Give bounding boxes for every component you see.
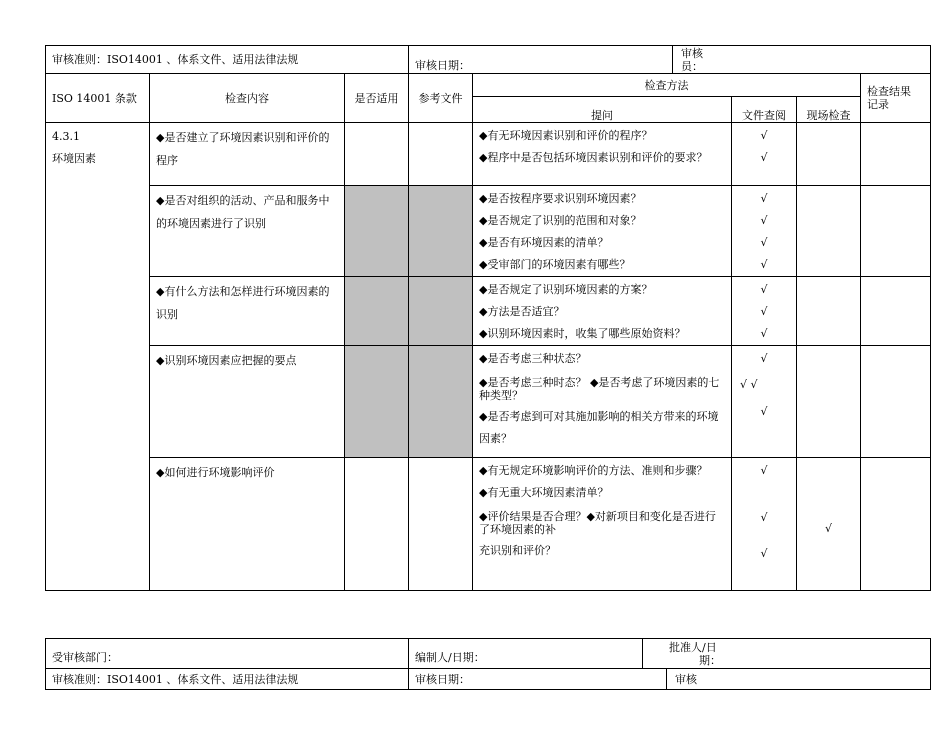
col-applicable: 是否适用 xyxy=(345,74,409,123)
check-mark: √ xyxy=(760,464,768,477)
question-item: ◆是否规定了识别环境因素的方案？ xyxy=(479,283,653,296)
site-check-mark: √ xyxy=(824,522,832,535)
result-cell xyxy=(861,277,931,346)
reference-cell xyxy=(409,458,473,591)
clause-number: 4.3.1 xyxy=(52,130,80,143)
question-item: ◆程序中是否包括环境因素识别和评价的要求？ xyxy=(479,151,708,164)
col-question: 提问 xyxy=(473,97,732,123)
check-mark: √ xyxy=(760,151,768,164)
col-clause xyxy=(46,74,150,123)
question-item: ◆方法是否适宜？ xyxy=(479,305,565,318)
site-check-cell xyxy=(797,346,861,458)
clause-name: 环境因素 xyxy=(52,152,96,165)
auditor-label-line1: 审核 xyxy=(681,46,703,60)
question-item: ◆有无环境因素识别和评价的程序？ xyxy=(479,129,653,142)
questions-cell xyxy=(473,277,732,346)
footer-auditor: 审核 xyxy=(667,669,931,690)
reference-cell xyxy=(409,346,473,458)
col-site-check: 现场检查 xyxy=(797,97,861,123)
col-content: 检查内容 xyxy=(150,74,345,123)
check-mark: √ xyxy=(760,129,768,142)
doc-review-cell xyxy=(732,458,797,591)
questions-cell xyxy=(473,123,732,186)
section-content-text: ◆如何进行环境影响评价 xyxy=(156,466,275,479)
col-result xyxy=(861,74,931,123)
col-doc-review: 文件查阅 xyxy=(732,97,797,123)
approver-label-line1: 批准人/日 xyxy=(669,640,717,654)
result-cell xyxy=(861,186,931,277)
check-mark: √ xyxy=(760,192,768,205)
doc-review-cell xyxy=(732,277,797,346)
col-reference: 参考文件 xyxy=(409,74,473,123)
questions-cell xyxy=(473,186,732,277)
check-mark: √ xyxy=(760,214,768,227)
section-content-text: ◆识别环境因素应把握的要点 xyxy=(156,354,297,367)
section-content xyxy=(150,458,345,591)
col-method: 检查方法 xyxy=(473,74,861,97)
reference-cell xyxy=(409,123,473,186)
reference-cell xyxy=(409,186,473,277)
check-mark: √ xyxy=(760,236,768,249)
result-cell xyxy=(861,346,931,458)
check-mark: √ xyxy=(760,258,768,271)
audited-dept: 受审核部门： xyxy=(46,639,409,669)
check-mark: √ xyxy=(760,547,768,560)
question-item: ◆有无重大环境因素清单？ xyxy=(479,486,609,499)
check-mark: √ xyxy=(760,511,768,524)
reference-cell xyxy=(409,277,473,346)
approver-label-line2: 期： xyxy=(699,653,721,667)
checklist-table xyxy=(45,73,931,591)
question-item: ◆有无规定环境影响评价的方法、准则和步骤？ xyxy=(479,464,708,477)
question-item: ◆是否规定了识别的范围和对象？ xyxy=(479,214,642,227)
check-mark: √ √ xyxy=(740,378,758,391)
col-result-line1: 检查结果 xyxy=(867,85,911,98)
result-cell xyxy=(861,458,931,591)
clause-cell xyxy=(46,123,150,591)
compiler-date: 编制人/日期： xyxy=(409,639,643,669)
section-content-text: ◆是否对组织的活动、产品和服务中的环境因素进行了识别 xyxy=(156,194,330,230)
question-item: ◆评价结果是否合理？◆对新项目和变化是否进行了环境因素的补 xyxy=(479,510,716,536)
site-check-cell xyxy=(797,186,861,277)
col-clause-label: ISO 14001 条款 xyxy=(52,91,137,105)
question-item: ◆受审部门的环境因素有哪些？ xyxy=(479,258,631,271)
check-mark: √ xyxy=(760,283,768,296)
footer-table xyxy=(45,638,931,690)
doc-review-cell xyxy=(732,123,797,186)
applicable-cell xyxy=(345,346,409,458)
footer-audit-date: 审核日期： xyxy=(409,669,667,690)
section-content xyxy=(150,346,345,458)
applicable-cell xyxy=(345,458,409,591)
audit-criteria: 审核准则：ISO14001 、体系文件、适用法律法规 xyxy=(46,46,409,74)
doc-review-cell xyxy=(732,346,797,458)
doc-review-cell xyxy=(732,186,797,277)
audit-date-label: 审核日期： xyxy=(415,59,470,72)
check-mark: √ xyxy=(760,352,768,365)
footer-audit-criteria: 审核准则：ISO14001 、体系文件、适用法律法规 xyxy=(46,669,409,690)
question-item: ◆是否考虑三种状态？ xyxy=(479,352,587,365)
check-mark: √ xyxy=(760,327,768,340)
result-cell xyxy=(861,123,931,186)
section-content-text: ◆是否建立了环境因素识别和评价的程序 xyxy=(156,131,330,167)
audit-date xyxy=(409,46,673,74)
question-item: ◆识别环境因素时，收集了哪些原始资料？ xyxy=(479,327,686,340)
site-check-cell xyxy=(797,277,861,346)
section-content xyxy=(150,186,345,277)
check-mark: √ xyxy=(760,405,768,418)
auditor-label-line2: 员： xyxy=(681,59,703,73)
applicable-cell xyxy=(345,123,409,186)
question-item: ◆是否考虑到可对其施加影响的相关方带来的环境因素？ xyxy=(479,410,719,445)
question-item: ◆是否有环境因素的清单？ xyxy=(479,236,609,249)
question-item: ◆是否考虑三种时态？ ◆是否考虑了环境因素的七种类型？ xyxy=(479,376,720,402)
approver-date xyxy=(643,639,931,669)
site-check-cell xyxy=(797,458,861,591)
section-content-text: ◆有什么方法和怎样进行环境因素的识别 xyxy=(156,285,330,321)
check-mark: √ xyxy=(760,305,768,318)
applicable-cell xyxy=(345,277,409,346)
site-check-cell xyxy=(797,123,861,186)
section-content xyxy=(150,123,345,186)
question-item: ◆是否按程序要求识别环境因素？ xyxy=(479,192,642,205)
col-result-line2: 记录 xyxy=(867,98,889,111)
questions-cell xyxy=(473,346,732,458)
applicable-cell xyxy=(345,186,409,277)
section-content xyxy=(150,277,345,346)
header-table xyxy=(45,45,931,74)
auditor xyxy=(673,46,931,74)
question-item: 充识别和评价？ xyxy=(479,544,556,557)
questions-cell xyxy=(473,458,732,591)
